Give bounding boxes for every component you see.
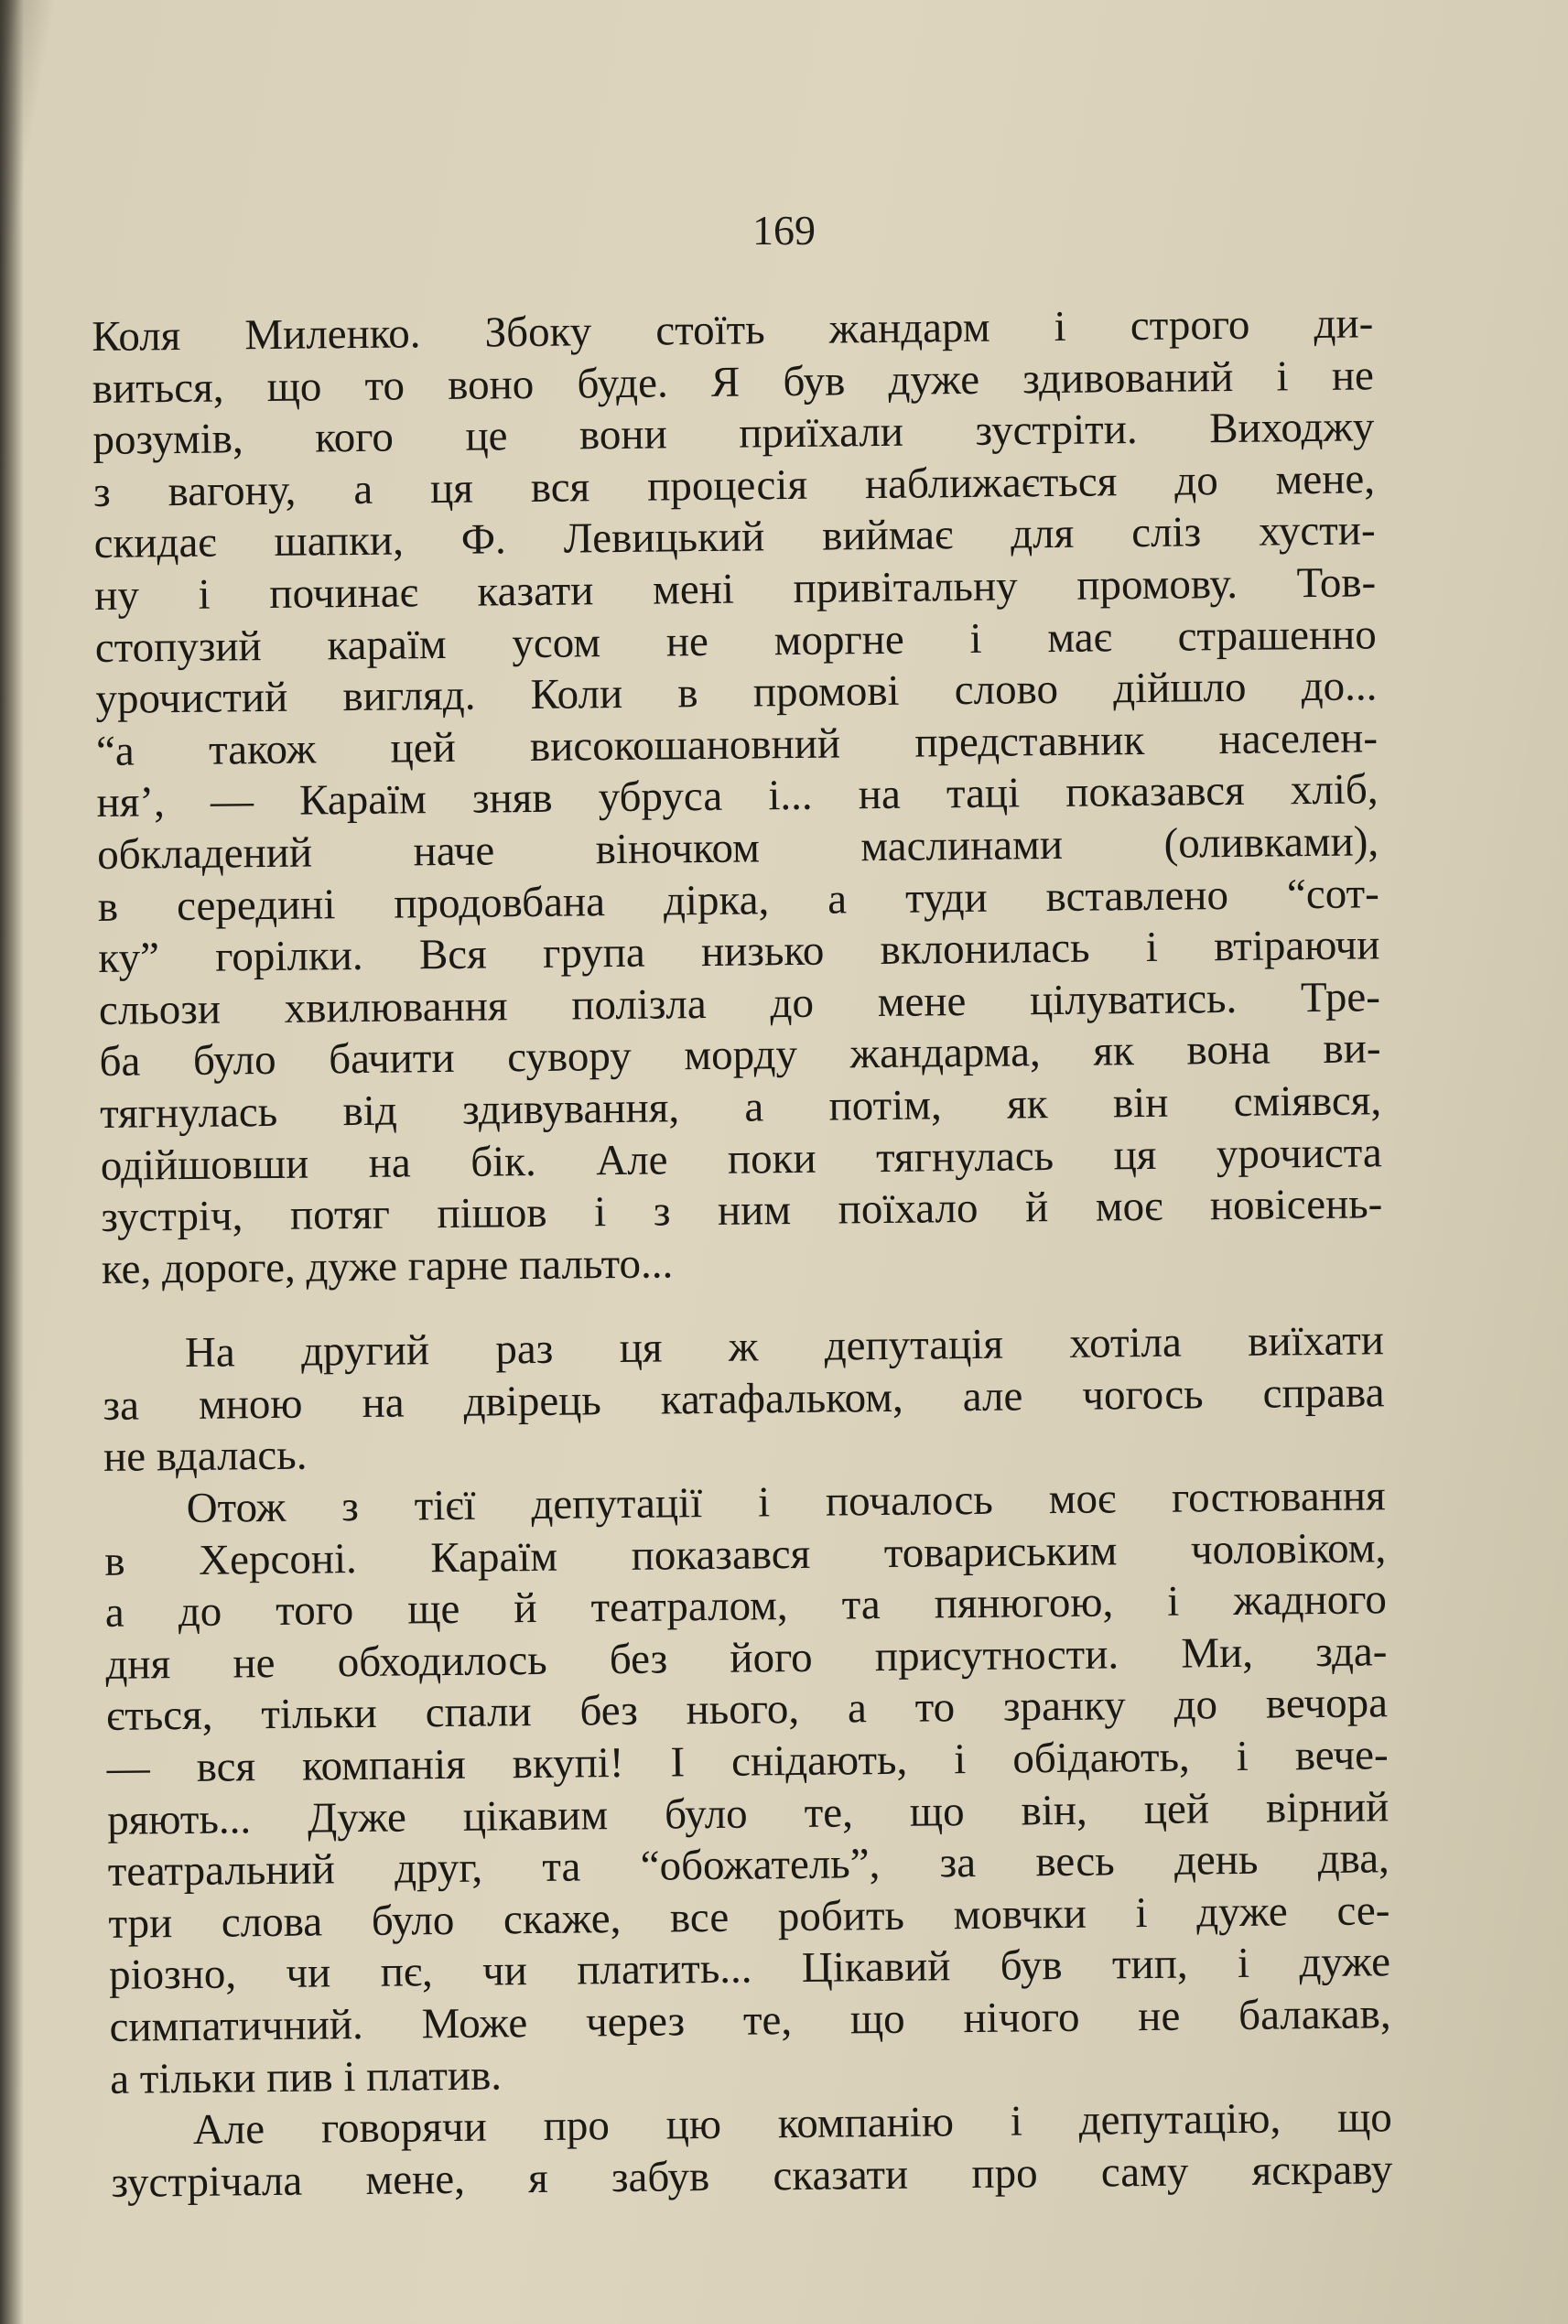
text-line: в середині продовбана дірка, а туди вставлено “сот-	[97, 869, 1380, 931]
text-line: урочистий вигляд. Коли в промові слово дійшло до...	[95, 662, 1378, 724]
text-line: ріозно, чи пє, чи платить... Цікавий був тип, і дуже	[108, 1938, 1391, 2000]
text-line: розумів, кого це вони приїхали зустріти. Виходжу	[92, 403, 1375, 465]
page-gutter-shadow	[0, 0, 24, 2324]
text-line: “а також цей високошановний представник населен-	[95, 714, 1379, 775]
text-line: Але говорячи про цю компанію і депутацію, що	[192, 2093, 1393, 2155]
text-line: ба було бачити сувору морду жандарма, як вона ви-	[99, 1024, 1381, 1086]
text-line: три слова було скаже, все робить мовчки і дуже се-	[108, 1886, 1390, 1948]
text-line: зустріч, потяг пішов і з ним поїхало й моє новісень-	[101, 1180, 1383, 1242]
text-line: в Херсоні. Караїм показався товариським чоловіком,	[104, 1523, 1387, 1585]
text-line: з вагону, а ця вся процесія наближається до мене,	[92, 455, 1376, 516]
text-line: зустрічала мене, я забув сказати про саму яскраву	[111, 2146, 1393, 2207]
paragraph-2	[103, 1315, 1386, 1484]
text-line: Коля Миленко. Збоку стоїть жандарм і строго ди-	[92, 299, 1374, 361]
text-line: ну і починає казати мені привітальну промову. Тов-	[93, 558, 1377, 620]
text-line: ку” горілки. Вся група низько вклонилась і втіраючи	[98, 921, 1380, 983]
text-line: ке, дороге, дуже гарне пальто...	[101, 1239, 674, 1293]
text-line: театральний друг, та “обожатель”, за весь день два,	[107, 1834, 1390, 1897]
text-line: скидає шапки, Ф. Левицький виймає для сліз хусти-	[93, 506, 1376, 568]
text-line: не вдалась.	[103, 1432, 308, 1482]
text-line: за мною на двірець катафальком, але чогось справа	[103, 1368, 1385, 1430]
paragraph-3	[103, 1470, 1391, 2105]
text-line: виться, що то воно буде. Я був дуже здивований і не	[92, 351, 1375, 413]
text-line: Отож з тієї депутації і почалось моє гостювання	[186, 1472, 1386, 1533]
text-line: сльози хвилювання полізла до мене цілуватись. Тре-	[98, 973, 1381, 1034]
paragraph-1	[92, 297, 1383, 1295]
text-line: ня’, — Караїм зняв убруса і... на таці показався хліб,	[96, 765, 1379, 827]
text-line: обкладений наче віночком маслинами (оливками),	[96, 817, 1379, 879]
body-text	[92, 297, 1393, 2209]
text-line: симпатичний. Може через те, що нічого не балакав,	[109, 1990, 1391, 2051]
text-line: а до того ще й театралом, та пянюгою, і жадного	[104, 1575, 1388, 1638]
page-number: 169	[752, 207, 816, 254]
text-line: На другий раз ця ж депутація хотіла виїхати	[184, 1316, 1385, 1378]
text-line: ється, тільки спали без нього, а то зранку до вечора	[105, 1679, 1389, 1741]
paragraph-4	[111, 2092, 1393, 2209]
text-line: а тільки пив і платив.	[109, 2051, 503, 2103]
text-line: стопузий караїм усом не моргне і має страшенно	[94, 610, 1378, 672]
text-line: ряють... Дуже цікавим було те, що він, цей вірний	[106, 1782, 1390, 1844]
text-line: тягнулась від здивування, а потім, як він сміявся,	[99, 1076, 1382, 1138]
text-line: одійшовши на бік. Але поки тягнулась ця урочиста	[100, 1128, 1382, 1190]
text-line: дня не обходилось без його присутности. Ми, зда-	[105, 1627, 1388, 1689]
text-line: — вся компанія вкупі! І снідають, і обідають, і вече-	[106, 1731, 1389, 1792]
